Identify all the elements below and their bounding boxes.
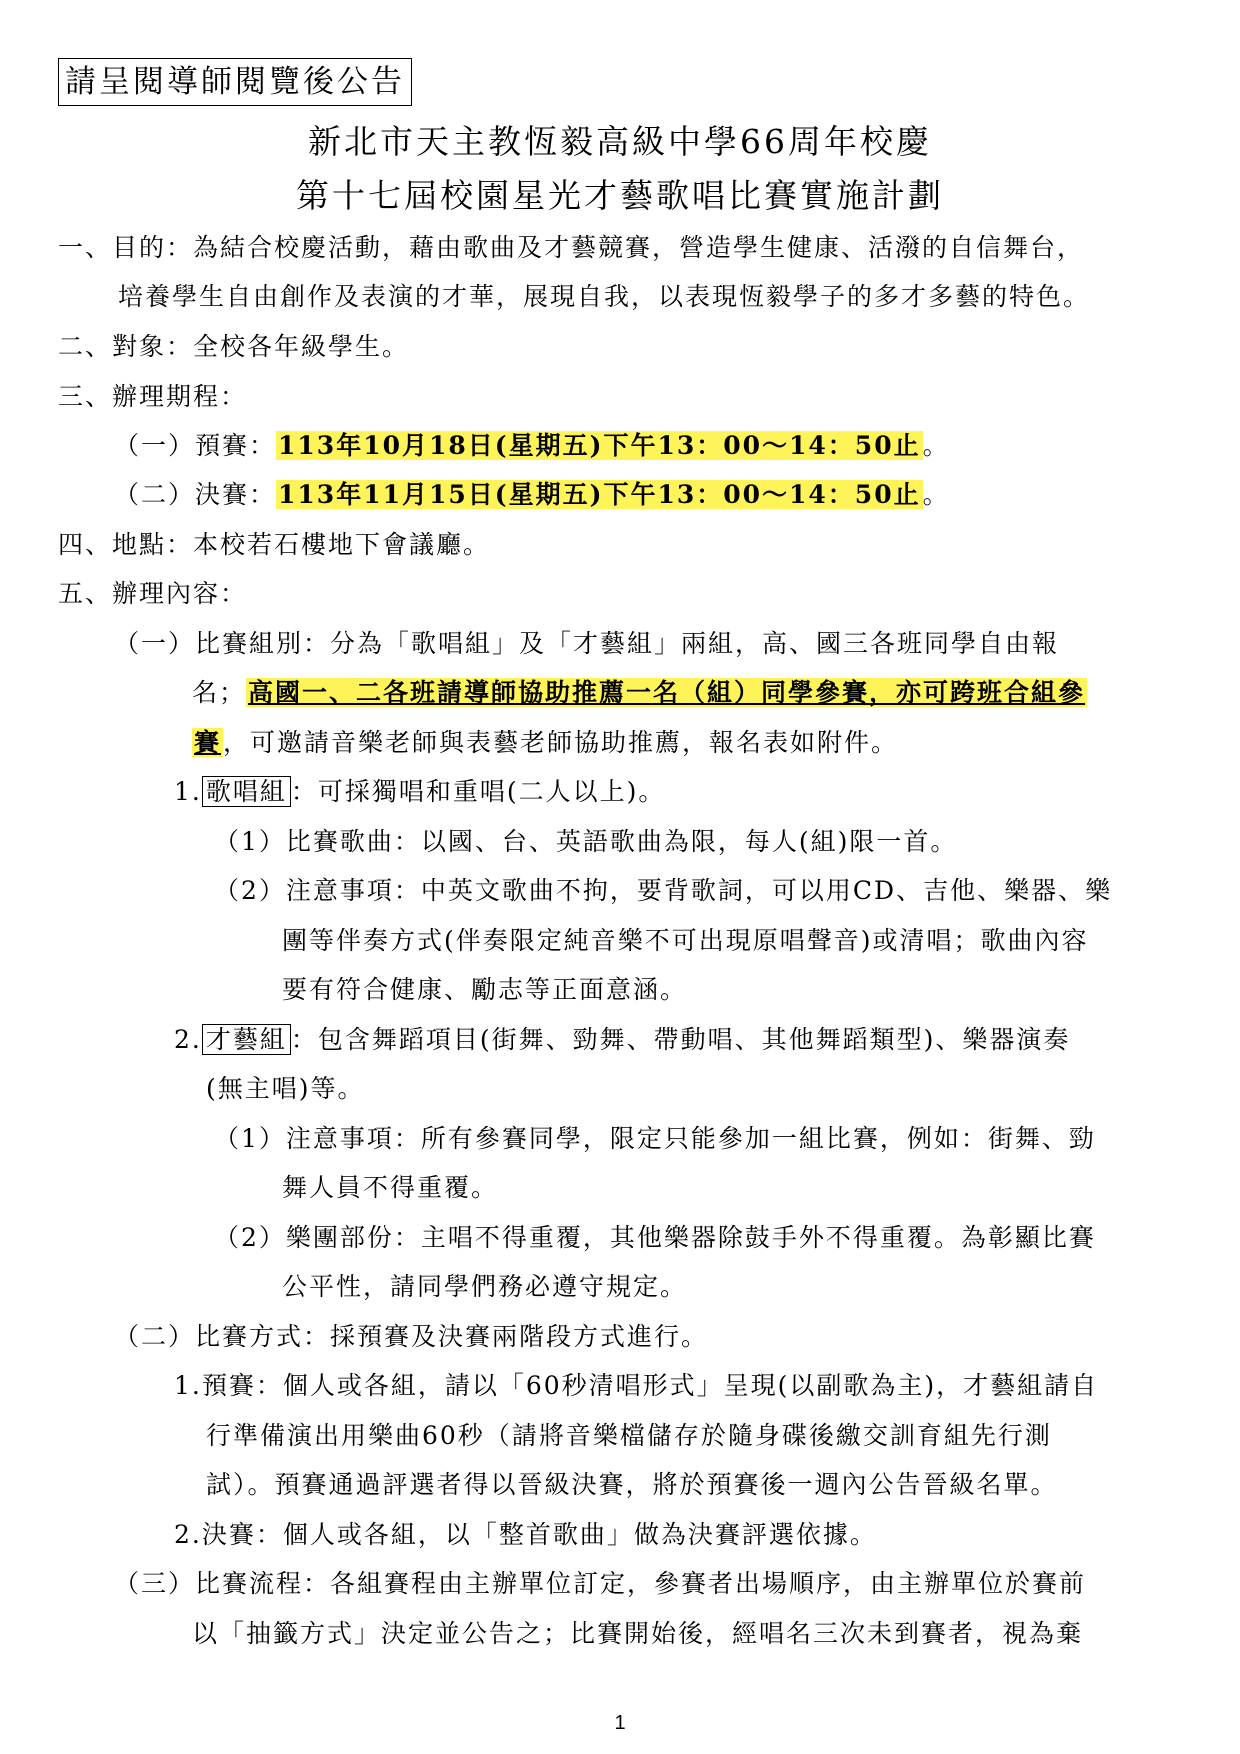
categories-line-1: （一）比賽組別：分為「歌唱組」及「才藝組」兩組，高、國三各班同學自由報 bbox=[114, 629, 1060, 658]
talent-group-line-2: (無主唱)等。 bbox=[206, 1074, 365, 1103]
notice-box: 請呈閱導師閱覽後公告 bbox=[58, 58, 412, 106]
method-prelim-line-1: 1.預賽：個人或各組，請以「60秒清唱形式」呈現(以副歌為主)，才藝組請自 bbox=[174, 1371, 1099, 1400]
categories-line-2-prefix: 名； bbox=[192, 678, 247, 707]
schedule-prelim bbox=[114, 428, 950, 464]
categories-line-3-text: ，可邀請音樂老師與表藝老師協助推薦，報名表如附件。 bbox=[223, 728, 899, 757]
prelim-label: （一）預賽： bbox=[114, 431, 277, 460]
talent-item-2-line-1: （2）樂團部份：主唱不得重覆，其他樂器除鼓手外不得重覆。為彰顯比賽 bbox=[214, 1223, 1096, 1252]
categories-line-2 bbox=[192, 675, 1087, 711]
schedule-heading: 三、辦理期程： bbox=[58, 382, 248, 411]
method-heading: （二）比賽方式：採預賽及決賽兩階段方式進行。 bbox=[114, 1322, 709, 1351]
method-prelim-line-2: 行準備演出用樂曲60秒（請將音樂檔儲存於隨身碟後繳交訓育組先行測 bbox=[206, 1421, 1052, 1450]
document-subtitle: 第十七屆校園星光才藝歌唱比賽實施計劃 bbox=[296, 176, 944, 215]
singing-group-line bbox=[174, 774, 665, 810]
singing-group-number: 1. bbox=[174, 777, 202, 806]
talent-group-number: 2. bbox=[174, 1025, 202, 1054]
recommend-highlight: 高國一、二各班請導師協助推薦一名（組）同學參賽，亦可跨班合組參 bbox=[248, 678, 1086, 707]
content-heading: 五、辦理內容： bbox=[58, 579, 248, 608]
singing-item-2-line-1: （2）注意事項：中英文歌曲不拘，要背歌詞，可以用CD、吉他、樂器、樂 bbox=[214, 876, 1113, 905]
purpose-line-2: 培養學生自由創作及表演的才華，展現自我，以表現恆毅學子的多才多藝的特色。 bbox=[118, 282, 1091, 311]
schedule-final bbox=[114, 477, 950, 513]
purpose-line-1: 一、目的：為結合校慶活動，藉由歌曲及才藝競賽，營造學生健康、活潑的自信舞台， bbox=[58, 233, 1085, 262]
final-end: 。 bbox=[922, 480, 950, 509]
talent-item-1-line-1: （1）注意事項：所有參賽同學，限定只能參加一組比賽，例如：街舞、勁 bbox=[214, 1124, 1096, 1153]
page-number: 1 bbox=[614, 1712, 626, 1734]
singing-group-label: 歌唱組 bbox=[202, 776, 291, 807]
talent-group-line bbox=[174, 1022, 1070, 1058]
prelim-end: 。 bbox=[922, 431, 950, 460]
talent-item-1-line-2: 舞人員不得重覆。 bbox=[282, 1173, 499, 1202]
talent-item-2-line-2: 公平性，請同學們務必遵守規定。 bbox=[282, 1272, 688, 1301]
venue-line: 四、地點：本校若石樓地下會議廳。 bbox=[58, 530, 491, 559]
process-line-2: 以「抽籤方式」決定並公告之；比賽開始後，經唱名三次未到賽者，視為棄 bbox=[192, 1619, 1084, 1648]
singing-item-1: （1）比賽歌曲：以國、台、英語歌曲為限，每人(組)限一首。 bbox=[214, 827, 958, 856]
method-prelim-line-3: 試）。預賽通過評選者得以晉級決賽，將於預賽後一週內公告晉級名單。 bbox=[206, 1470, 1058, 1499]
method-final-line: 2.決賽：個人或各組，以「整首歌曲」做為決賽評選依據。 bbox=[174, 1520, 877, 1549]
categories-line-3 bbox=[192, 725, 898, 761]
singing-item-2-line-3: 要有符合健康、勵志等正面意涵。 bbox=[282, 975, 688, 1004]
final-date-highlight: 113年11月15日(星期五)下午13：00～14：50止 bbox=[278, 480, 921, 509]
process-line-1: （三）比賽流程：各組賽程由主辦單位訂定，參賽者出場順序，由主辦單位於賽前 bbox=[114, 1569, 1087, 1598]
talent-group-text: ：包含舞蹈項目(街舞、勁舞、帶動唱、其他舞蹈類型)、樂器演奏 bbox=[290, 1025, 1071, 1054]
prelim-date-highlight: 113年10月18日(星期五)下午13：00～14：50止 bbox=[278, 431, 921, 460]
recommend-highlight-end: 賽 bbox=[194, 728, 222, 757]
target-line: 二、對象：全校各年級學生。 bbox=[58, 332, 410, 361]
singing-item-2-line-2: 團等伴奏方式(伴奏限定純音樂不可出現原唱聲音)或清唱；歌曲內容 bbox=[282, 926, 1089, 955]
singing-group-text: ：可採獨唱和重唱(二人以上)。 bbox=[290, 777, 666, 806]
document-title: 新北市天主教恆毅高級中學66周年校慶 bbox=[308, 122, 932, 161]
final-label: （二）決賽： bbox=[114, 480, 277, 509]
talent-group-label: 才藝組 bbox=[202, 1024, 291, 1055]
